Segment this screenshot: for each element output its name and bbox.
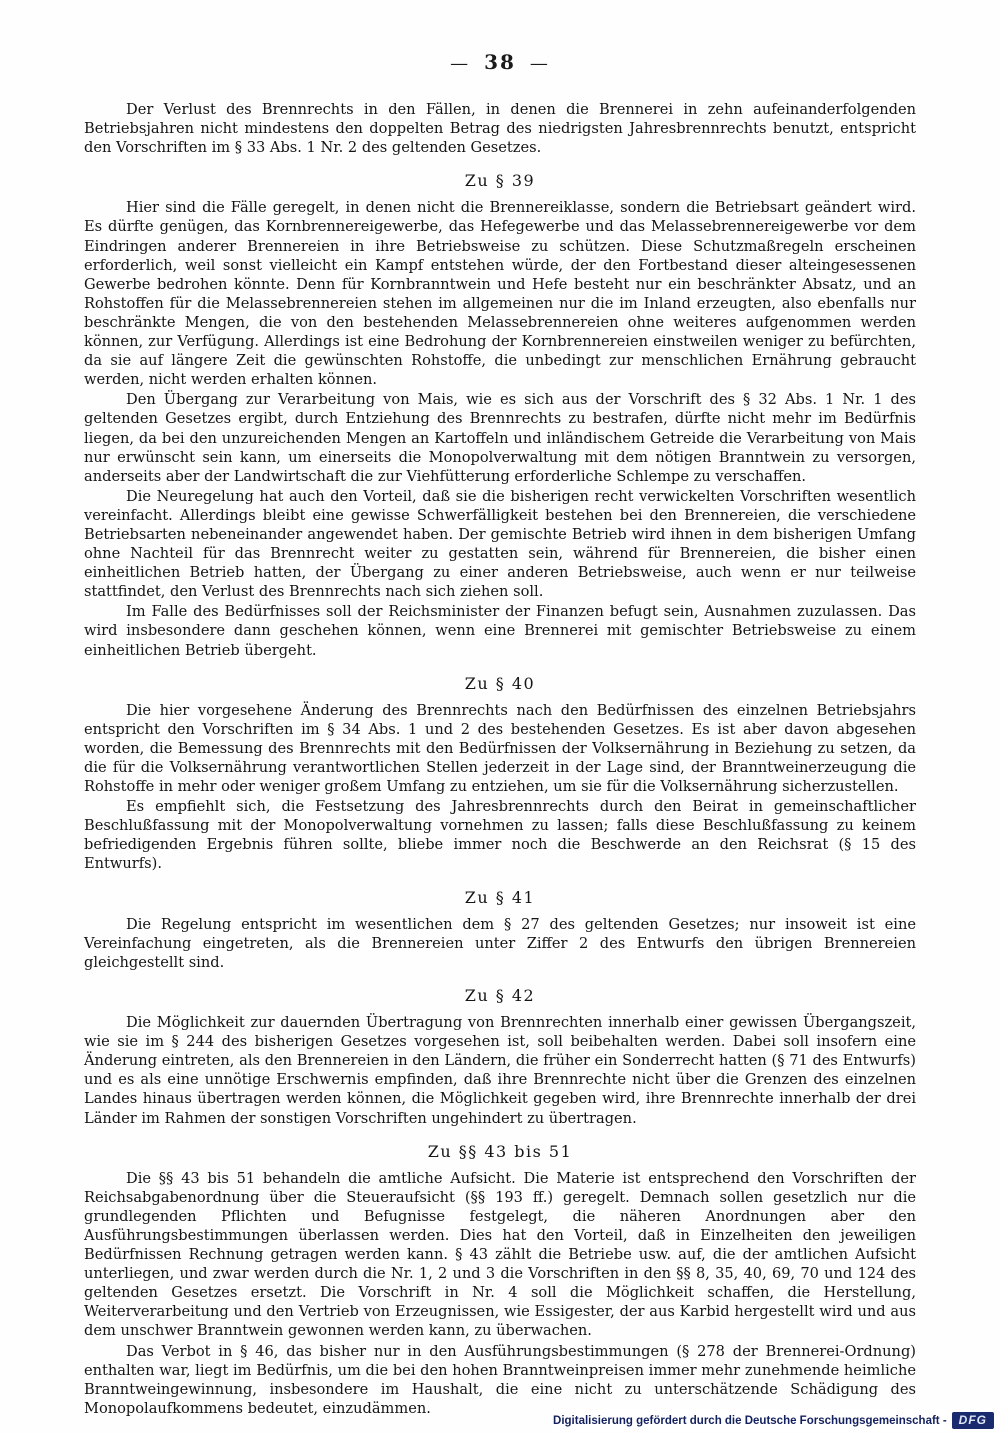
- page-header: [0, 0, 1000, 74]
- paragraph: Die §§ 43 bis 51 behandeln die amtliche Aufsicht. Die Materie ist entsprechend den Vorschriften der Reichsabgabenordnung über die Steueraufsicht (§§ 193 ff.) geregelt. Demnach sollen gesetzlich nur die grundlegenden Pflichten und Befugnisse festgelegt, die näheren Anordnungen aber den Ausführungsbestimmungen überlassen werden. Dies hat den Vorteil, daß in Einzelheiten den jeweiligen Bedürfnissen Rechnung getragen werden kann. § 43 zählt die Betriebe usw. auf, die der amtlichen Aufsicht unterliegen, und zwar werden durch die Nr. 1, 2 und 3 die Vorschriften in den §§ 8, 35, 40, 69, 70 und 124 des geltenden Gesetzes ersetzt. Die Vorschrift in Nr. 4 soll die Möglichkeit schaffen, die Herstellung, Weiterverarbeitung und den Vertrieb von Erzeugnissen, wie Essigester, der aus Karbid hergestellt wird und aus dem unschwer Branntwein gewonnen werden kann, zu überwachen.: [84, 1169, 916, 1340]
- page-number: 38: [484, 50, 516, 74]
- section-heading-zu-39: Zu § 39: [464, 171, 536, 191]
- digitization-credit-text: Digitalisierung gefördert durch die Deutsche Forschungsgemeinschaft -: [553, 1414, 947, 1427]
- section-heading-zu-41: Zu § 41: [464, 887, 536, 907]
- page-header-right-dash: —: [529, 53, 550, 74]
- intro-paragraph: Der Verlust des Brennrechts in den Fällen, in denen die Brennerei in zehn aufeinanderfolgenden Betriebsjahren nicht mindestens den doppelten Betrag des niedrigsten Jahresbrennrechts benutzt, entspricht den Vorschriften im § 33 Abs. 1 Nr. 2 des geltenden Gesetzes.: [84, 101, 916, 157]
- paragraph: Die Neuregelung hat auch den Vorteil, daß sie die bisherigen recht verwickelten Vorschriften wesentlich vereinfacht. Allerdings bleibt eine gewisse Schwerfälligkeit bestehen bei den Brennereien, die verschiedene Betriebsarten nebeneinander angewendet haben. Der gemischte Betrieb wird ihnen in dem bisherigen Umfang ohne Nachteil für das Brennrecht weiter zu gestatten sein, während für Brennereien, die bisher einen einheitlichen Betrieb hatten, der Übergang zu einer anderen Betriebsweise, auch wenn er nur teilweise stattfindet, den Verlust des Brennrechts nach sich ziehen soll.: [84, 487, 916, 601]
- document-body: [84, 100, 916, 1418]
- paragraph: Es empfiehlt sich, die Festsetzung des Jahresbrennrechts durch den Beirat in gemeinschaftlicher Beschlußfassung mit der Monopolverwaltung vornehmen zu lassen; falls diese Beschlußfassung zu keinem befriedigenden Ergebnis führen sollte, bliebe immer noch die Beschwerde an den Reichsrat (§ 15 des Entwurfs).: [84, 798, 916, 873]
- digitization-credit: [551, 1410, 996, 1431]
- section-heading-zu-40: Zu § 40: [464, 673, 536, 693]
- paragraph: Die Möglichkeit zur dauernden Übertragung von Brennrechten innerhalb einer gewissen Übergangszeit, wie sie im § 244 des bisherigen Gesetzes vorgesehen ist, soll beibehalten werden. Dabei soll insofern eine Änderung eintreten, als den Brennereien in den Ländern, die früher ein Sonderrecht hatten (§ 71 des Entwurfs) und es als eine unnötige Erschwernis empfinden, daß ihre Brennrechte nicht über die Grenzen des einzelnen Landes hinaus übertragen werden können, die Möglichkeit gegeben wird, ihre Brennrechte innerhalb der drei Länder im Rahmen der sonstigen Vorschriften ungehindert zu übertragen.: [84, 1014, 916, 1127]
- paragraph: Die Regelung entspricht im wesentlichen dem § 27 des geltenden Gesetzes; nur insoweit ist eine Vereinfachung eingetreten, als die Brennereien unter Ziffer 2 des Entwurfs den übrigen Brennereien gleichgestellt sind.: [84, 915, 916, 971]
- paragraph: Die hier vorgesehene Änderung des Brennrechts nach den Bedürfnissen des einzelnen Betriebsjahrs entspricht den Vorschriften im § 34 Abs. 1 und 2 des bestehenden Gesetzes. Es ist aber davon abgesehen worden, die Bemessung des Brennrechts mit den Bedürfnissen der Volksernährung in Beziehung zu setzen, da die für die Volksernährung verantwortlichen Stellen jederzeit in der Lage sind, der Branntweinerzeugung die Rohstoffe in mehr oder weniger großem Umfang zu entziehen, um sie für die Volksernährung sicherzustellen.: [84, 701, 916, 796]
- paragraph: Im Falle des Bedürfnisses soll der Reichsminister der Finanzen befugt sein, Ausnahmen zuzulassen. Das wird insbesondere dann geschehen können, wenn eine Brennerei mit gemischter Betriebsweise zu einem einheitlichen Betrieb übergeht.: [84, 603, 916, 659]
- dfg-logo: DFG: [952, 1412, 994, 1429]
- paragraph: Den Übergang zur Verarbeitung von Mais, wie es sich aus der Vorschrift des § 32 Abs. 1 Nr. 1 des geltenden Gesetzes ergibt, durch Entziehung des Brennrechts zu bestrafen, dürfte nicht mehr im Bedürfnis liegen, da bei den unzureichenden Mengen an Kartoffeln und inländischem Getreide die Verarbeitung von Mais nur erwünscht sein kann, um einerseits die Monopolverwaltung mit dem nötigen Branntwein zu versorgen, anderseits aber der Landwirtschaft die zur Viehfütterung erforderliche Schlempe zu verschaffen.: [84, 391, 916, 485]
- paragraph: Hier sind die Fälle geregelt, in denen nicht die Brennereiklasse, sondern die Betriebsart geändert wird. Es dürfte genügen, das Kornbrennereigewerbe, das Hefegewerbe und das Melassebrennereigewerbe vor dem Eindringen anderer Brennereien in ihre Betriebsweise zu schützen. Diese Schutzmaßregeln erscheinen erforderlich, weil sonst vielleicht ein Kampf entstehen würde, der den Fortbestand dieser alteingesessenen Gewerbe bedrohen könnte. Denn für Kornbranntwein und Hefe besteht nur ein beschränkter Absatz, und an Rohstoffen für die Melassebrennereien stehen im allgemeinen nur die im Inland erzeugten, also ebenfalls nur beschränkte Mengen, die von den bestehenden Melassebrennereien ohne weiteres aufgenommen werden können, zur Verfügung. Allerdings ist eine Bedrohung der Kornbrennereien einstweilen weniger zu befürchten, da sie auf längere Zeit die gewünschten Rohstoffe, die unbedingt zur menschlichen Ernährung gebraucht werden, nicht werden erhalten können.: [84, 199, 916, 389]
- section-heading-zu-42: Zu § 42: [464, 985, 536, 1005]
- paragraph: Das Verbot in § 46, das bisher nur in den Ausführungsbestimmungen (§ 278 der Brennerei-Ordnung) enthalten war, liegt im Bedürfnis, um die bei den hohen Branntweinpreisen immer mehr zunehmende heimliche Branntweingewinnung, insbesondere im Haushalt, die eine nicht zu unterschätzende Schädigung des Monopolaufkommens bedeutet, einzudämmen.: [84, 1342, 916, 1417]
- page-header-left-dash: —: [450, 53, 471, 74]
- section-heading-zu-43-bis-51: Zu §§ 43 bis 51: [427, 1141, 573, 1161]
